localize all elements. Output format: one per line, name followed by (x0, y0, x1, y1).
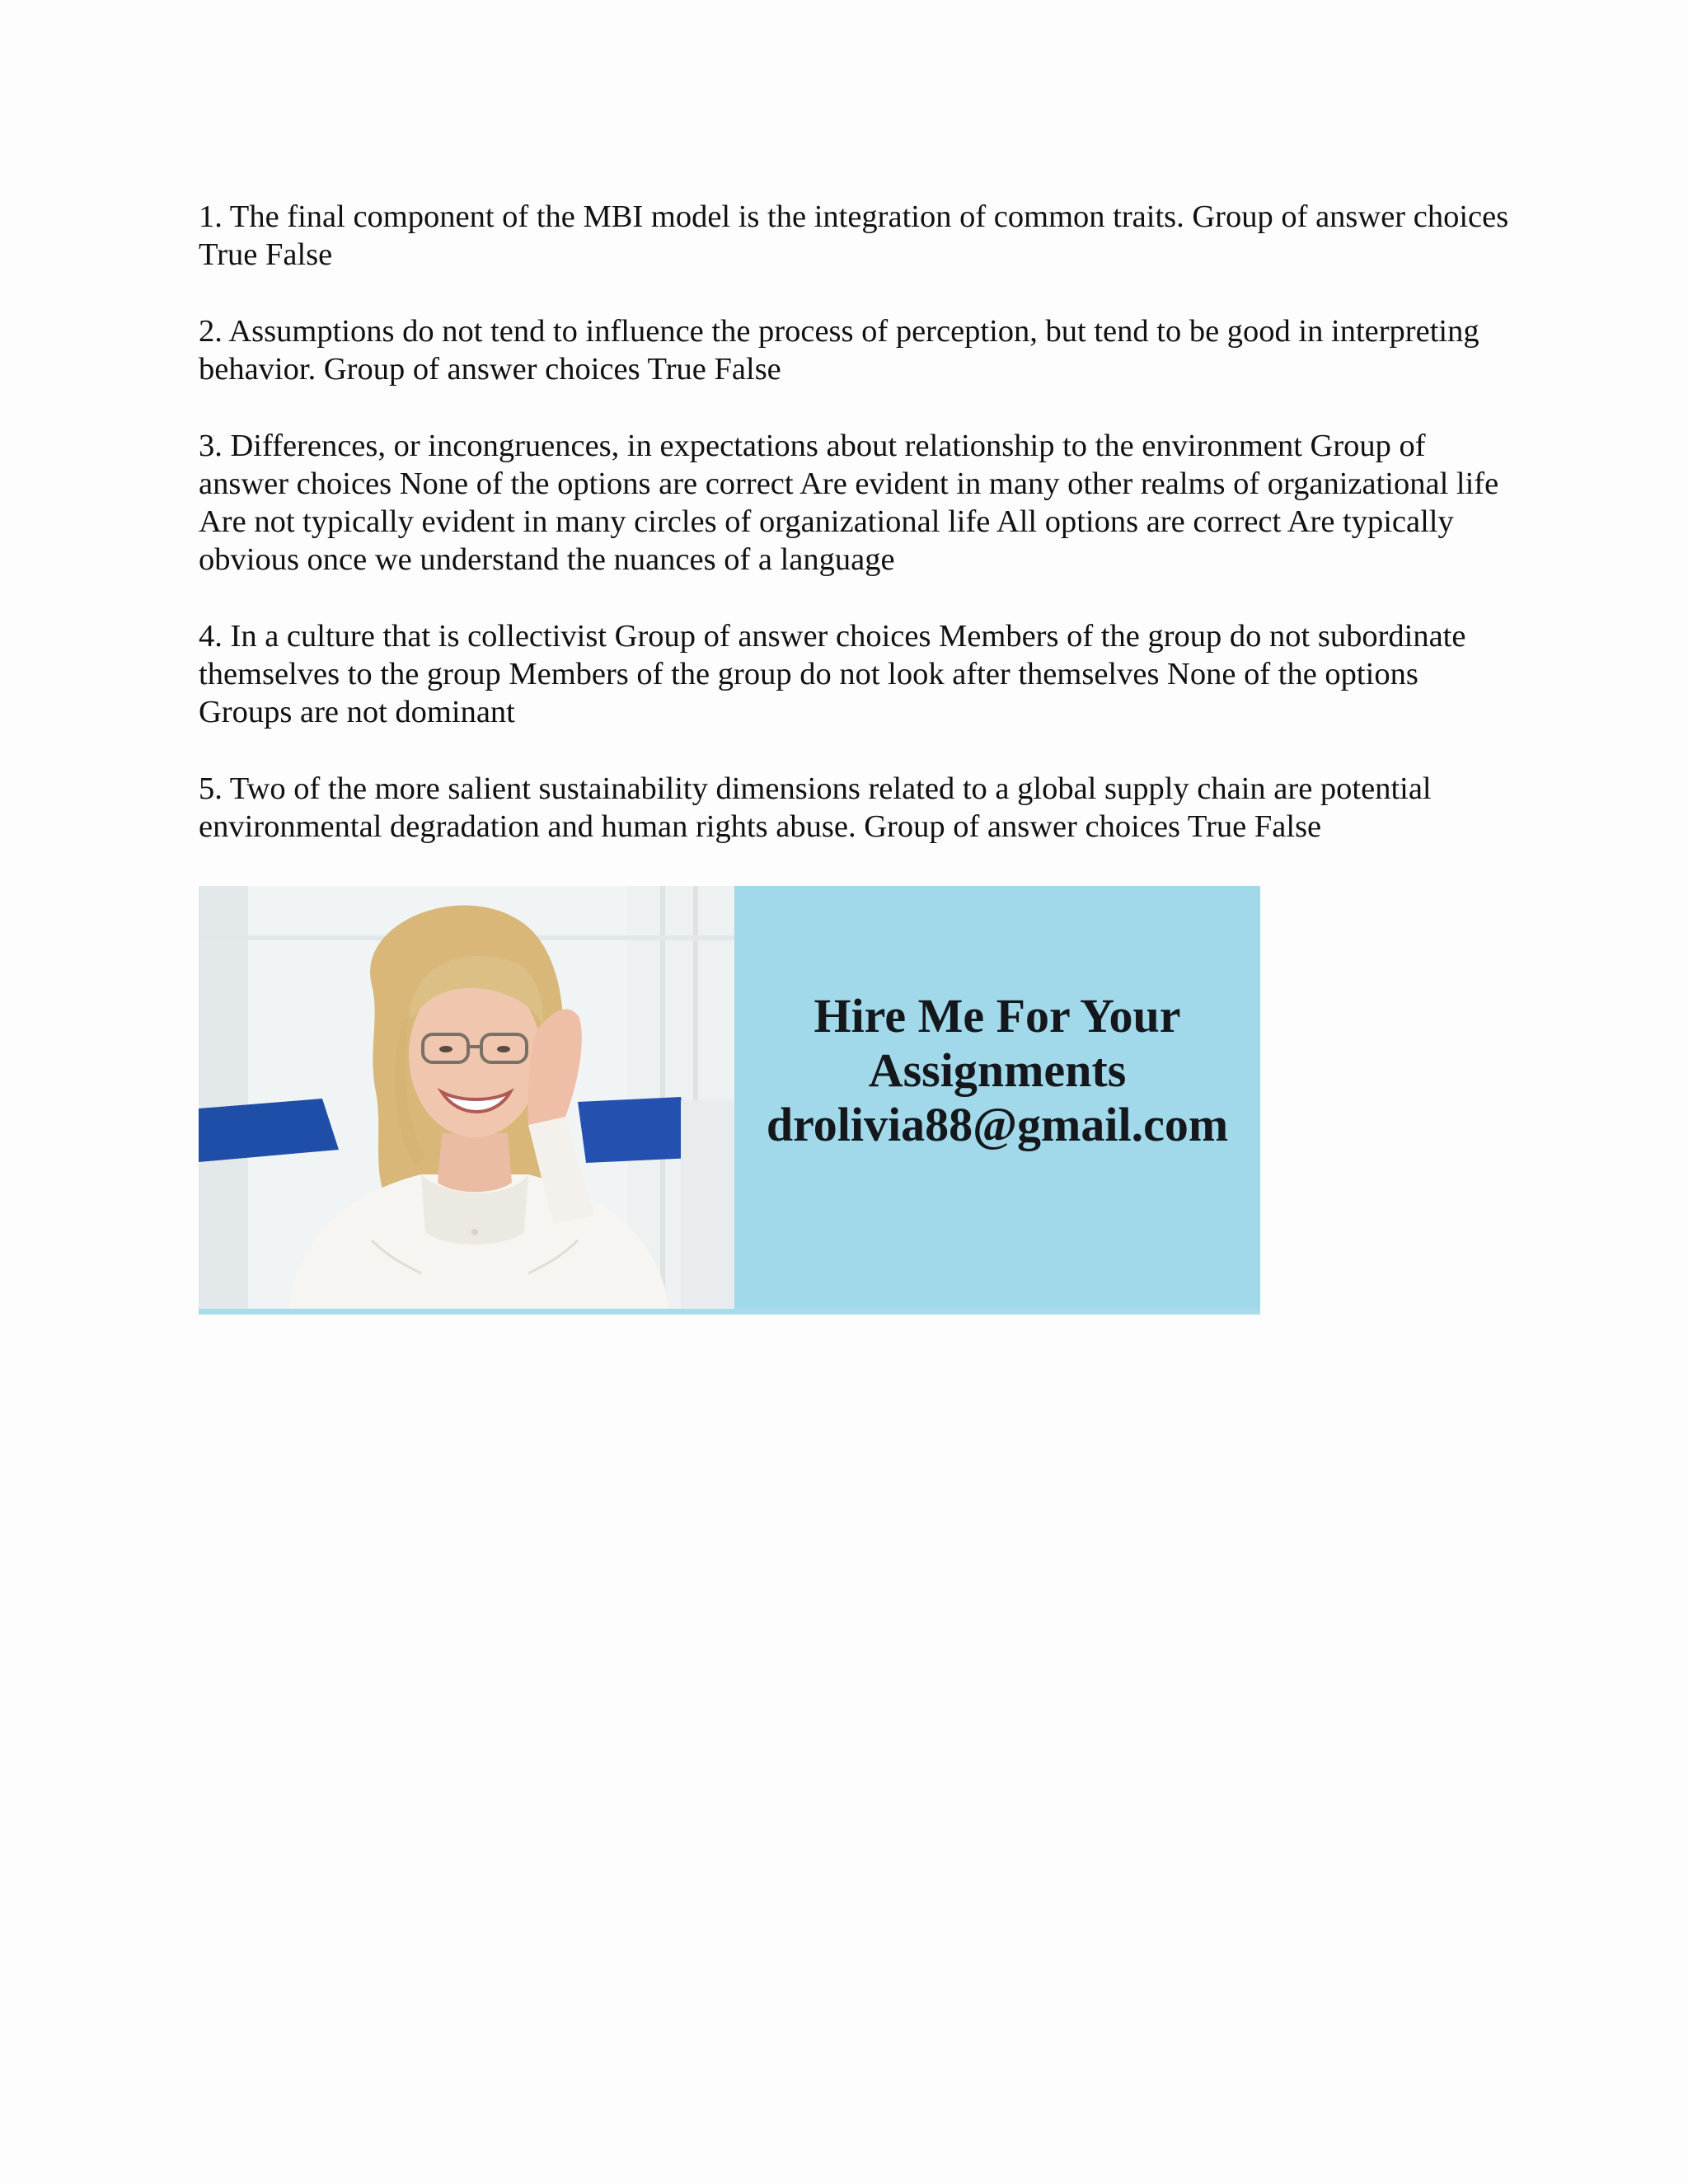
woman-photo (199, 886, 734, 1309)
woman-photo-illustration (199, 886, 734, 1309)
question-5: 5. Two of the more salient sustainability dimensions related to a global supply chain are potential environmental degradation and human rights abuse. Group of answer choices True False (199, 771, 1432, 844)
ad-email: drolivia88@gmail.com (766, 1098, 1229, 1151)
question-2: 2. Assumptions do not tend to influence the process of perception, but tend to be good in interpreting behavior. Group of answer choices True False (199, 314, 1479, 387)
question-list (199, 198, 1517, 884)
ad-bottom-strip (199, 1309, 1260, 1315)
ad-line-assignments: Assignments (868, 1043, 1127, 1097)
ad-message (734, 989, 1260, 1152)
question-1: 1. The final component of the MBI model is the integration of common traits. Group of answer choices True False (199, 199, 1509, 272)
advertisement-banner (199, 886, 1260, 1315)
question-4: 4. In a culture that is collectivist Group of answer choices Members of the group do not subordinate themselves to the group Members of the group do not look after themselves None of the options Groups are not dominant (199, 619, 1466, 729)
ad-line-hire-me: Hire Me For Your (814, 989, 1181, 1043)
question-3: 3. Differences, or incongruences, in expectations about relationship to the environment Group of answer choices None of the options are correct Are evident in many other realms of organizational life Are not typically evident in many circles of organizational life All options are correct Are typically obvious once we understand the nuances of a language (199, 429, 1499, 577)
ad-text-panel (734, 886, 1260, 1315)
